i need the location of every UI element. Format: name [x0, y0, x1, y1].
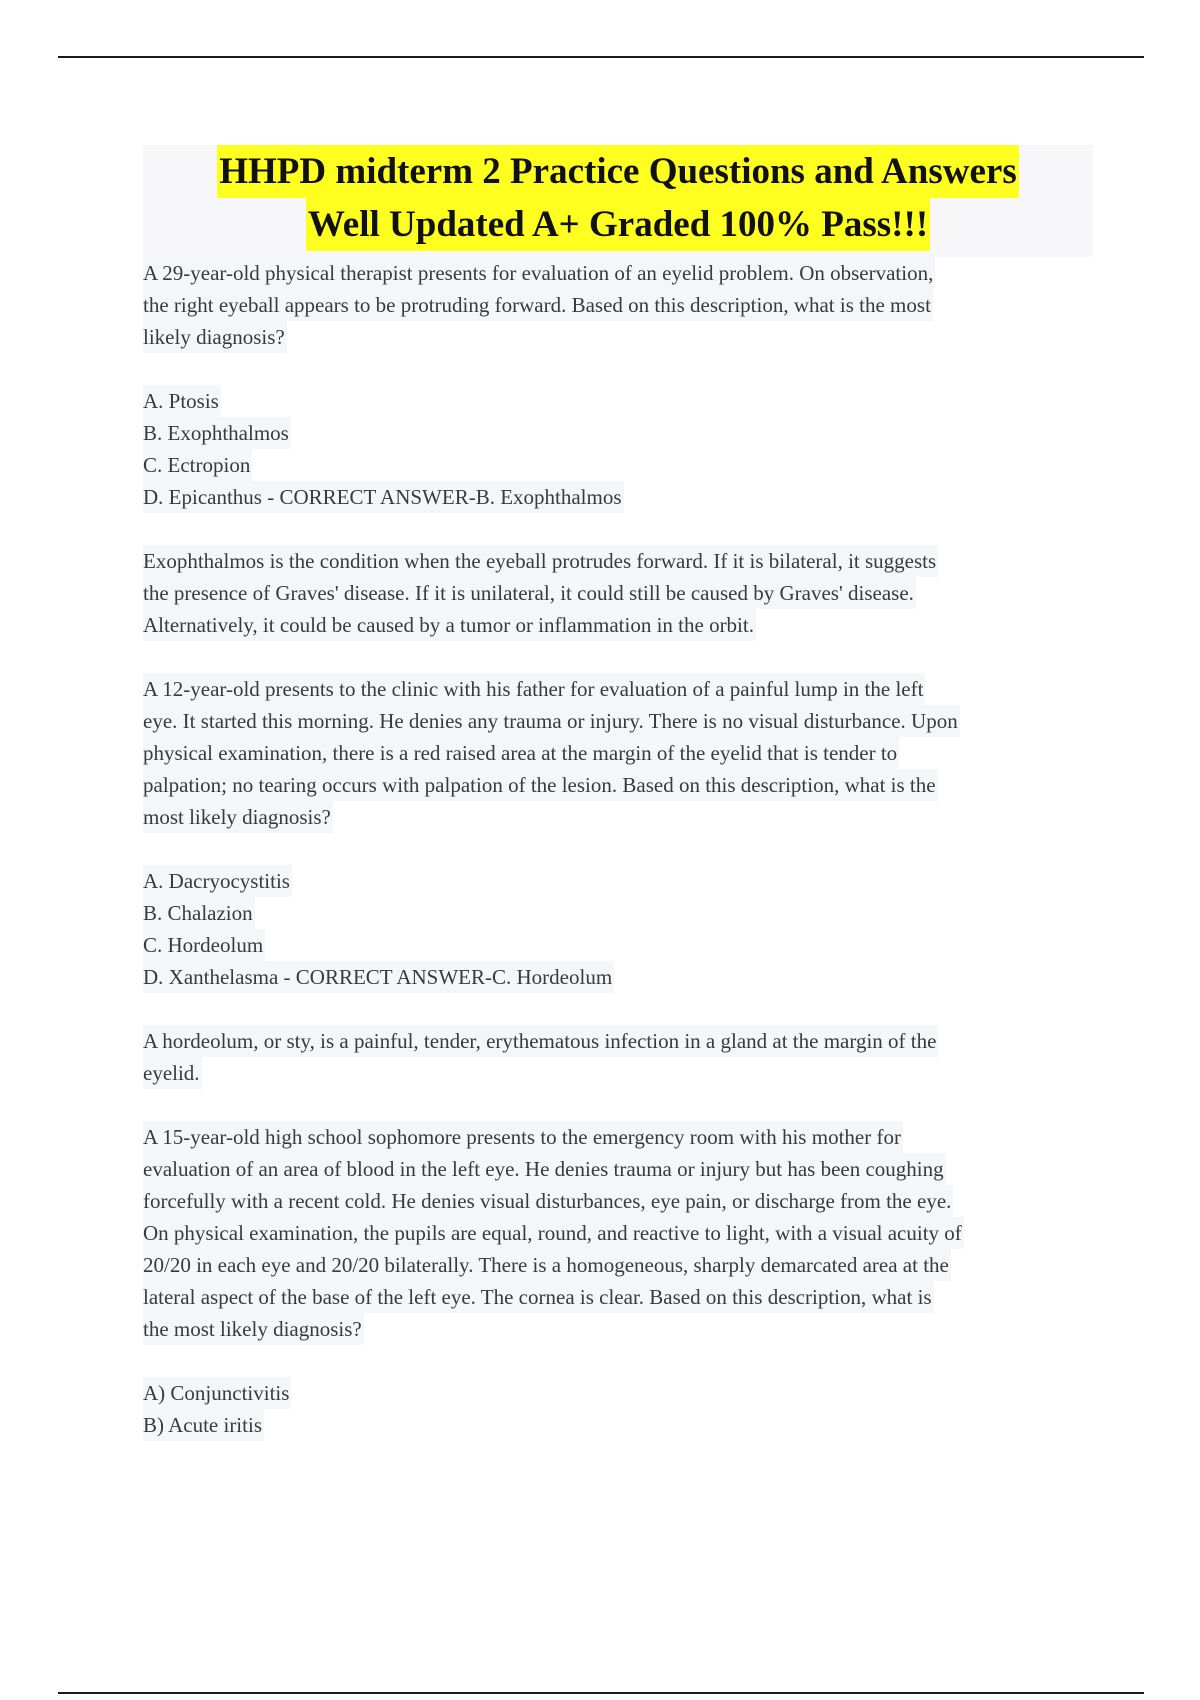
text-line: the right eyeball appears to be protruding forward. Based on this description, what is the most [143, 289, 933, 321]
option-a: A) Conjunctivitis [143, 1377, 291, 1409]
question-1-text [143, 257, 1093, 353]
text-line: palpation; no tearing occurs with palpation of the lesion. Based on this description, what is the [143, 769, 938, 801]
text-line: forcefully with a recent cold. He denies visual disturbances, eye pain, or discharge from the eye. [143, 1185, 953, 1217]
document-title [143, 145, 1093, 257]
option-c: C. Ectropion [143, 449, 252, 481]
text-line: eyelid. [143, 1057, 202, 1089]
option-d-with-answer: D. Xanthelasma - CORRECT ANSWER-C. Hordeolum [143, 961, 614, 993]
question-1-options [143, 385, 1093, 513]
option-b: B) Acute iritis [143, 1409, 264, 1441]
question-1-explanation [143, 545, 1093, 641]
text-line: eye. It started this morning. He denies any trauma or injury. There is no visual disturbance. Upon [143, 705, 960, 737]
text-line: the presence of Graves' disease. If it is unilateral, it could still be caused by Graves' disease. [143, 577, 916, 609]
question-3-options [143, 1377, 1093, 1441]
option-d-with-answer: D. Epicanthus - CORRECT ANSWER-B. Exophthalmos [143, 481, 624, 513]
question-2-text [143, 673, 1093, 833]
option-b: B. Chalazion [143, 897, 255, 929]
document-body [143, 145, 1093, 1473]
text-line: On physical examination, the pupils are equal, round, and reactive to light, with a visual acuity of [143, 1217, 964, 1249]
text-line: physical examination, there is a red raised area at the margin of the eyelid that is tender to [143, 737, 899, 769]
option-a: A. Ptosis [143, 385, 221, 417]
option-b: B. Exophthalmos [143, 417, 291, 449]
text-line: Alternatively, it could be caused by a tumor or inflammation in the orbit. [143, 609, 756, 641]
text-line: A 12-year-old presents to the clinic with his father for evaluation of a painful lump in the left [143, 673, 925, 705]
option-a: A. Dacryocystitis [143, 865, 292, 897]
question-2-options [143, 865, 1093, 993]
text-line: lateral aspect of the base of the left eye. The cornea is clear. Based on this description, what is [143, 1281, 934, 1313]
question-2-explanation [143, 1025, 1093, 1089]
question-3-text [143, 1121, 1093, 1345]
text-line: likely diagnosis? [143, 321, 287, 353]
text-line: Exophthalmos is the condition when the eyeball protrudes forward. If it is bilateral, it suggests [143, 545, 938, 577]
text-line: A 15-year-old high school sophomore presents to the emergency room with his mother for [143, 1121, 903, 1153]
text-line: 20/20 in each eye and 20/20 bilaterally. There is a homogeneous, sharply demarcated area at the [143, 1249, 951, 1281]
text-line: evaluation of an area of blood in the left eye. He denies trauma or injury but has been coughing [143, 1153, 946, 1185]
text-line: most likely diagnosis? [143, 801, 333, 833]
footer-rule [58, 1692, 1144, 1694]
text-line: A hordeolum, or sty, is a painful, tender, erythematous infection in a gland at the margin of the [143, 1025, 938, 1057]
text-line: the most likely diagnosis? [143, 1313, 364, 1345]
header-rule [58, 56, 1144, 58]
option-c: C. Hordeolum [143, 929, 265, 961]
title-line-1: HHPD midterm 2 Practice Questions and Answers [217, 145, 1018, 198]
title-line-2: Well Updated A+ Graded 100% Pass!!! [306, 198, 930, 251]
text-line: A 29-year-old physical therapist presents for evaluation of an eyelid problem. On observation, [143, 257, 935, 289]
